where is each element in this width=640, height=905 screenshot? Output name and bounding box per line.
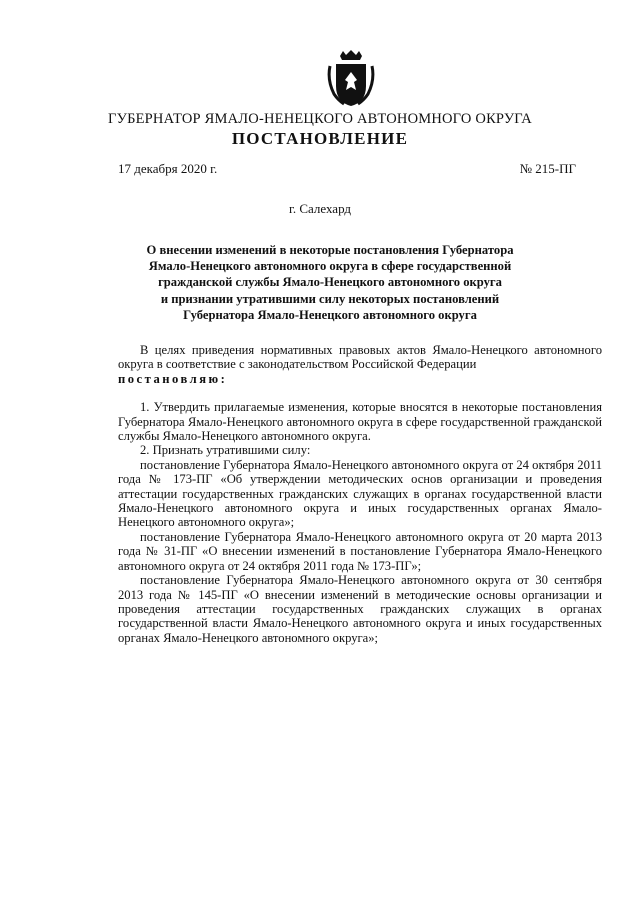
title-line: Губернатора Ямало-Ненецкого автономного округа bbox=[183, 307, 477, 322]
repeal-paragraph-3: постановление Губернатора Ямало-Ненецкого автономного округа от 30 сентября 2013 года № 145-ПГ «О внесении изменений в методические основы организации и проведения аттестации государственных гражданских служащих в органах государственной власти Ямало-Ненецкого автономного округа и иных государственных органах Ямало-Ненецкого автономного округа»; bbox=[118, 573, 602, 645]
resolve-word: постановляю: bbox=[118, 371, 228, 386]
issuing-authority: ГУБЕРНАТОР ЯМАЛО-НЕНЕЦКОГО АВТОНОМНОГО ОКРУГА bbox=[108, 111, 532, 127]
document-body bbox=[118, 343, 602, 645]
document-city: г. Салехард bbox=[288, 201, 352, 216]
document-title bbox=[100, 242, 560, 323]
title-line: гражданской службы Ямало-Ненецкого автономного округа bbox=[158, 275, 502, 290]
preamble-text: В целях приведения нормативных правовых актов Ямало-Ненецкого автономного округа в соответствие с законодательством Российской Федерации bbox=[118, 343, 602, 372]
item-1-paragraph: 1. Утвердить прилагаемые изменения, которые вносятся в некоторые постановления Губернатора Ямало-Ненецкого автономного округа в сфере государственной гражданской службы Ямало-Ненецкого автономного округа. bbox=[118, 400, 602, 444]
title-line: Ямало-Ненецкого автономного округа в сфере государственной bbox=[148, 259, 512, 274]
coat-of-arms-icon bbox=[326, 50, 376, 110]
repeal-paragraph-2: постановление Губернатора Ямало-Ненецкого автономного округа от 20 марта 2013 года № 31-ПГ «О внесении изменений в постановление Губернатора Ямало-Ненецкого автономного округа от 24 октября 2011 года № 173-ПГ»; bbox=[118, 529, 602, 573]
preamble-paragraph bbox=[118, 343, 602, 386]
document-number: № 215-ПГ bbox=[519, 161, 576, 176]
item-2-paragraph: 2. Признать утратившими силу: bbox=[140, 443, 311, 458]
title-line: О внесении изменений в некоторые постановления Губернатора bbox=[146, 243, 514, 257]
repeal-paragraph-1: постановление Губернатора Ямало-Ненецкого автономного округа от 24 октября 2011 года № 173-ПГ «Об утверждении методических основ организации и проведения аттестации государственных гражданских служащих в органах государственной власти Ямало-Ненецкого автономного округа и иных государственных органах Ямало-Ненецкого автономного округа»; bbox=[118, 457, 602, 530]
document-type: ПОСТАНОВЛЕНИЕ bbox=[231, 129, 409, 148]
document-date: 17 декабря 2020 г. bbox=[118, 161, 218, 176]
title-line: и признании утратившими силу некоторых постановлений bbox=[160, 291, 500, 306]
